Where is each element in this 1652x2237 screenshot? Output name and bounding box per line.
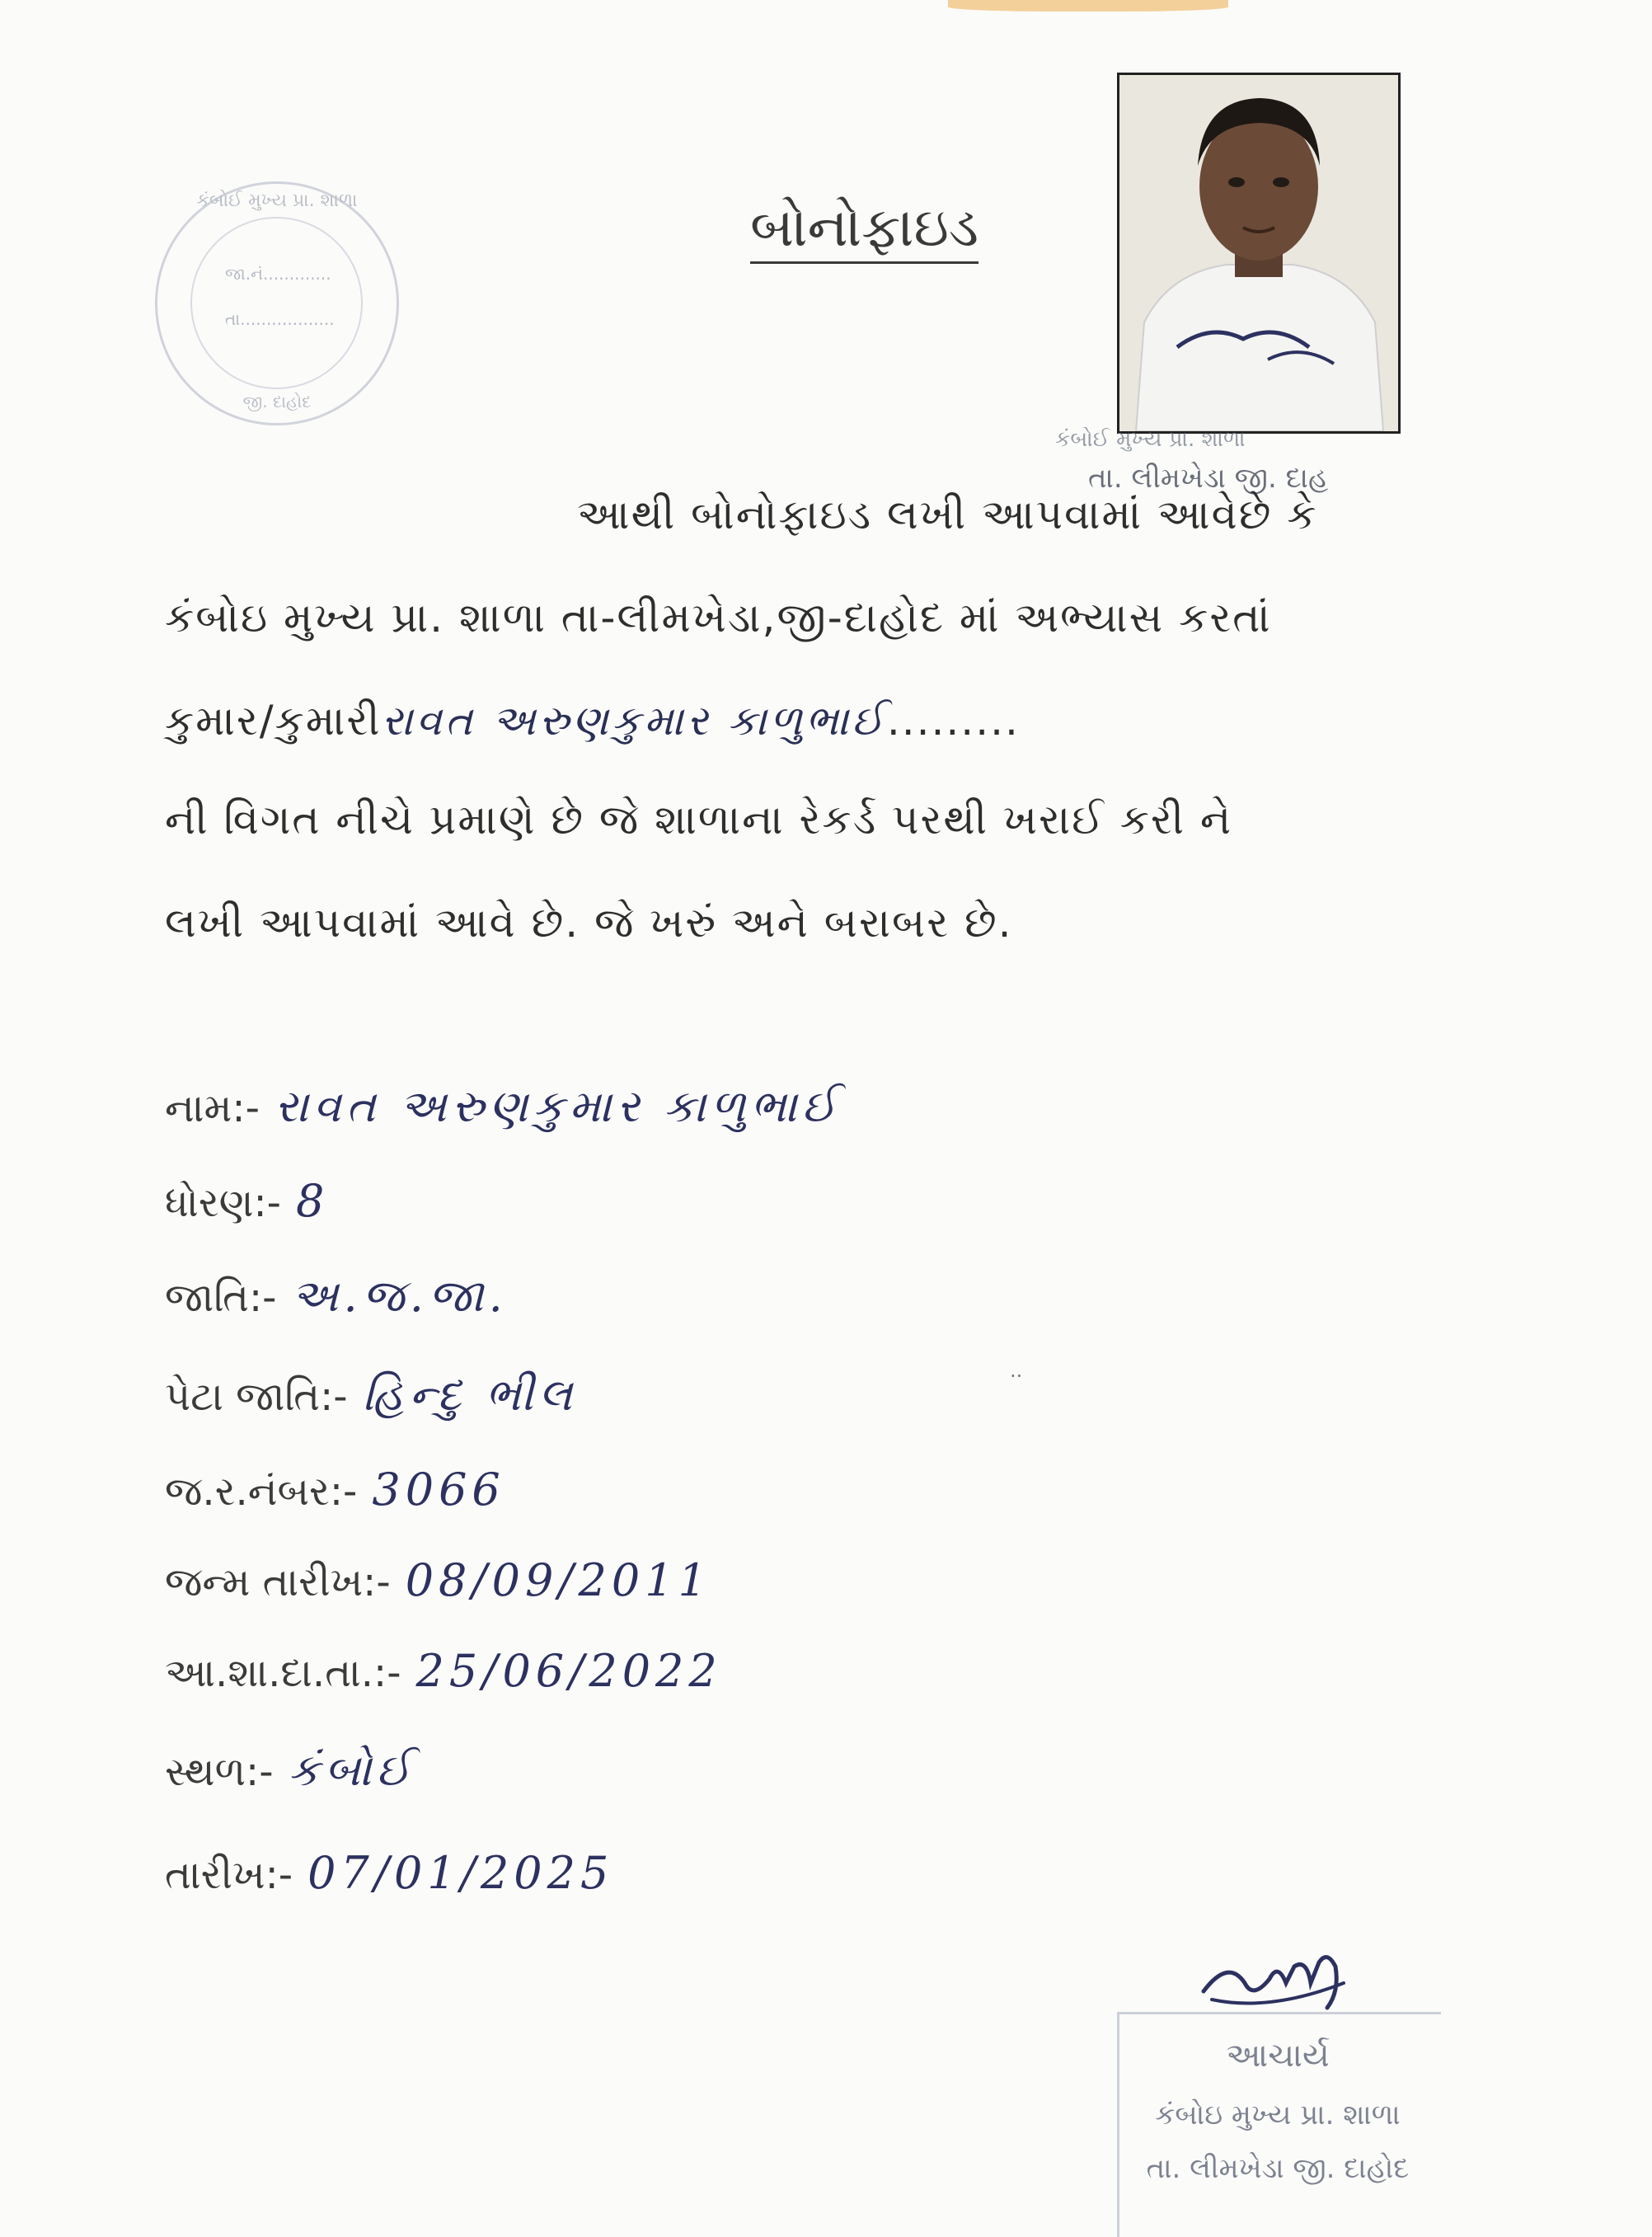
field-standard (165, 1175, 329, 1227)
field-birth-date (165, 1554, 711, 1606)
ink-specks: ·· (1010, 1365, 1023, 1388)
paragraph-line-2: કંબોઇ મુખ્ય પ્રા. શાળા તા-લીમખેડા,જી-દાહોદ માં અભ્યાસ કરતાં (165, 594, 1272, 641)
gender-label: કુમાર/કુમારી (165, 697, 382, 745)
field-label: સ્થળ:- (165, 1749, 274, 1795)
field-value: કંબોઈ (288, 1744, 416, 1796)
field-label: ધોરણ:- (165, 1180, 281, 1226)
stamp-line-2: તા. લીમખેડા જી. દાહોદ (1146, 2152, 1410, 2185)
student-photo (1117, 73, 1401, 434)
field-value: રાવત અરુણકુમાર કાળુભાઈ (274, 1080, 842, 1132)
stamp-title: આચાર્ય (1226, 2037, 1330, 2075)
field-value: 8 (295, 1175, 330, 1227)
field-label: જન્મ તારીખ:- (165, 1559, 391, 1605)
paragraph-line-1: આથી બોનોફાઇડ લખી આપવામાં આવેછે કે (577, 491, 1318, 538)
seal-ring-bottom: જી. દાહોદ (242, 392, 312, 411)
field-value: 25/06/2022 (415, 1645, 722, 1697)
field-place (165, 1744, 415, 1797)
field-label: જાતિ:- (165, 1275, 277, 1321)
field-label: આ.શા.દા.તા.:- (165, 1650, 401, 1696)
seal-ring-text: કંબોઈ મુખ્ય પ્રા. શાળા (196, 190, 358, 211)
principal-signature (1195, 1934, 1368, 2024)
student-name-handwritten: રાવત અરુણકુમાર કાળુભાઈ (381, 697, 887, 745)
stamp-line-1: કંબોઇ મુખ્ય પ્રા. શાળા (1155, 2098, 1401, 2131)
field-value: હિન્દુ ભીલ (362, 1369, 578, 1421)
seal-inner-circle (190, 217, 363, 389)
paper-stain (948, 0, 1228, 12)
field-value: અ.જ.જા. (291, 1270, 508, 1322)
seal-line-2: તા.................. (225, 309, 335, 329)
student-portrait-image (1119, 75, 1398, 431)
field-caste (165, 1270, 508, 1323)
dotted-fill: ......... (886, 697, 1020, 745)
field-register-number (165, 1464, 505, 1516)
photo-stamp-line-2: તા. લીમખેડા જી. દાહ (1088, 462, 1329, 495)
paragraph-line-4: ની વિગત નીચે પ્રમાણે છે જે શાળાના રેકર્ડ પરથી ખરાઈ કરી ને (165, 796, 1233, 844)
field-label: પેટા જાતિ:- (165, 1374, 348, 1420)
photo-stamp-line-1: કંબોઈ મુખ્ય પ્રા. શાળા (1055, 427, 1246, 452)
field-value: 08/09/2011 (405, 1554, 711, 1606)
field-date (165, 1847, 613, 1899)
field-name (165, 1080, 841, 1133)
document-title: બોનોફાઇડ (750, 198, 979, 264)
field-label: તારીખ:- (165, 1852, 293, 1898)
field-admission-date (165, 1645, 722, 1697)
field-value: 07/01/2025 (307, 1847, 614, 1899)
paragraph-line-5: લખી આપવામાં આવે છે. જે ખરું અને બરાબર છે. (165, 899, 1013, 947)
field-sub-caste (165, 1369, 577, 1422)
field-value: 3066 (372, 1464, 505, 1516)
seal-line-1: જા.નં............. (225, 264, 331, 284)
field-label: જ.ર.નંબર:- (165, 1469, 358, 1515)
field-label: નામ:- (165, 1085, 260, 1131)
paragraph-line-3 (165, 697, 1020, 745)
school-seal (155, 181, 399, 425)
